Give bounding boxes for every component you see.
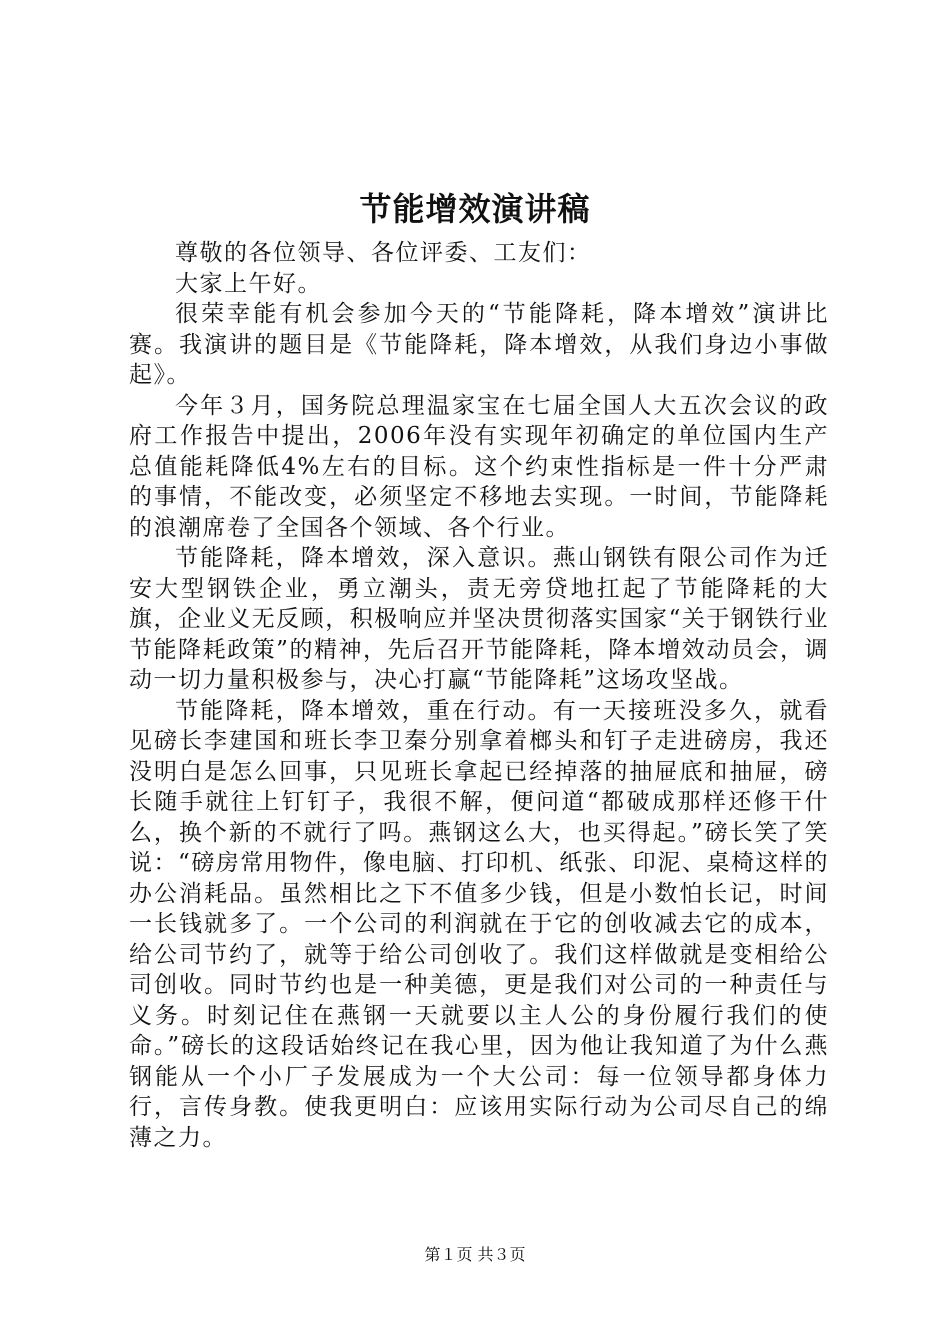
company-paragraph: 节能降耗，降本增效，深入意识。燕山钢铁有限公司作为迁安大型钢铁企业，勇立潮头，责无旁贷地扛起了节能降耗的大旗，企业义无反顾，积极响应并坚决贯彻落实国家“关于钢铁行业节能降耗政策”的精神，先后召开节能降耗，降本增效动员会，调动一切力量积极参与，决心打赢“节能降耗”这场攻坚战。	[129, 545, 829, 693]
document-body	[129, 238, 829, 1153]
intro-paragraph: 很荣幸能有机会参加今天的“节能降耗，降本增效”演讲比赛。我演讲的题目是《节能降耗，降本增效，从我们身边小事做起》。	[129, 301, 829, 388]
greeting-paragraph: 大家上午好。	[175, 270, 322, 297]
page-number-footer: 第１页 共３页	[424, 1245, 526, 1264]
salutation-paragraph: 尊敬的各位领导、各位评委、工友们：	[175, 240, 592, 266]
document-title: 节能增效演讲稿	[359, 190, 591, 228]
background-paragraph: 今年３月，国务院总理温家宝在七届全国人大五次会议的政府工作报告中提出，2006年没有实现年初确定的单位国内生产总值能耗降低4%左右的目标。这个约束性指标是一件十分严肃的事情，不能改变，必须坚定不移地去实现。一时间，节能降耗的浪潮席卷了全国各个领域、各个行业。	[129, 392, 829, 541]
story-paragraph: 节能降耗，降本增效，重在行动。有一天接班没多久，就看见磅长李建国和班长李卫秦分别拿着榔头和钉子走进磅房，我还没明白是怎么回事，只见班长拿起已经掉落的抽屉底和抽屉，磅长随手就往上钉钉子，我很不解，便问道“都破成那样还修干什么，换个新的不就行了吗。燕钢这么大，也买得起。”磅长笑了笑说：“磅房常用物件，像电脑、打印机、纸张、印泥、桌椅这样的办公消耗品。虽然相比之下不值多少钱，但是小数怕长记，时间一长钱就多了。一个公司的利润就在于它的创收减去它的成本，给公司节约了，就等于给公司创收了。我们这样做就是变相给公司创收。同时节约也是一种美德，更是我们对公司的一种责任与义务。时刻记住在燕钢一天就要以主人公的身份履行我们的使命。”磅长的这段话始终记在我心里，因为他让我知道了为什么燕钢能从一个小厂子发展成为一个大公司：每一位领导都身体力行，言传身教。使我更明白：应该用实际行动为公司尽自己的绵薄之力。	[129, 697, 829, 1151]
